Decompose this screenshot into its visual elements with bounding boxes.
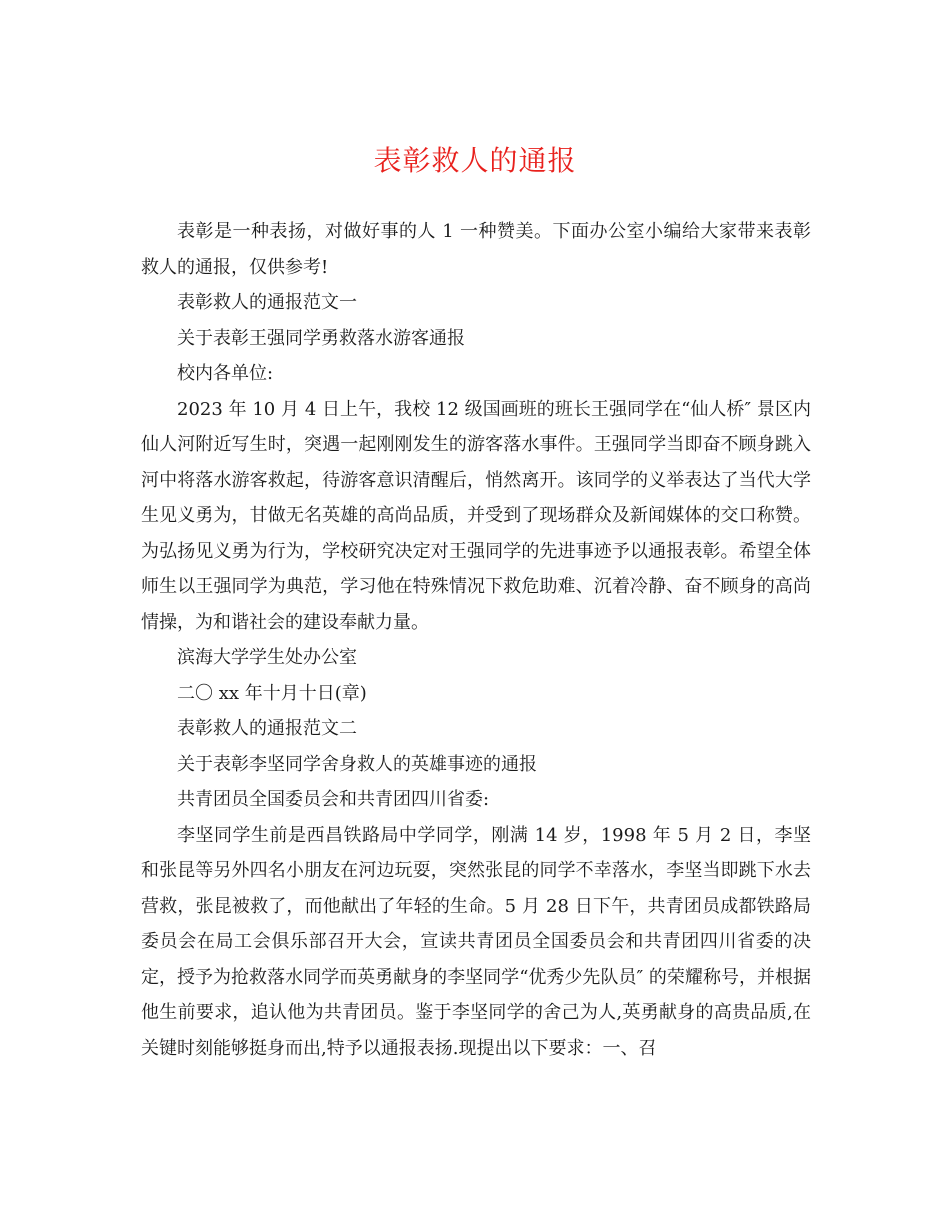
section-heading-1: 表彰救人的通报范文一 [177,292,357,313]
issuer-1: 滨海大学学生处办公室 [177,647,357,668]
document-body [141,214,811,1066]
addressee-1: 校内各单位: [177,363,274,384]
notice-title-1: 关于表彰王强同学勇救落水游客通报 [177,327,465,349]
document-title: 表彰救人的通报 [373,144,577,177]
notice-body-2: 李坚同学生前是西昌铁路局中学同学，刚满 14 岁，1998 年 5 月 2 日，李坚和张昆等另外四名小朋友在河边玩耍，突然张昆的同学不幸落水，李坚当即跳下水去营救，张昆被救了，而他献出了年轻的生命。5 月 28 日下午，共青团员成都铁路局委员会在局工会俱乐部召开大会，宣读共青团员全国委员会和共青团四川省委的决定，授予为抢救落水同学而英勇献身的李坚同学“优秀少先队员″ 的荣耀称号，并根据他生前要求，追认他为共青团员。鉴于李坚同学的舍己为人,英勇献身的高贵品质,在关键时刻能够挺身而出,特予以通报表扬.现提出以下要求：一、召 [141,824,811,1059]
notice-body-1: 2023 年 10 月 4 日上午，我校 12 级国画班的班长王强同学在“仙人桥″ 景区内仙人河附近写生时，突遇一起刚刚发生的游客落水事件。王强同学当即奋不顾身跳入河中将落水游客救起，待游客意识清醒后，悄然离开。该同学的义举表达了当代大学生见义勇为，甘做无名英雄的高尚品质，并受到了现场群众及新闻媒体的交口称赞。为弘扬见义勇为行为，学校研究决定对王强同学的先进事迹予以通报表彰。希望全体师生以王强同学为典范，学习他在特殊情况下救危助难、沉着冷静、奋不顾身的高尚情操，为和谐社会的建设奉献力量。 [141,398,811,633]
intro-paragraph: 表彰是一种表扬，对做好事的人 1 一种赞美。下面办公室小编给大家带来表彰救人的通报，仅供参考! [141,221,811,278]
date-1: 二〇 xx 年十月十日(章) [177,682,367,704]
notice-title-2: 关于表彰李坚同学舍身救人的英雄事迹的通报 [177,753,537,775]
section-heading-2: 表彰救人的通报范文二 [177,718,357,739]
addressee-2: 共青团员全国委员会和共青团四川省委: [177,789,490,810]
